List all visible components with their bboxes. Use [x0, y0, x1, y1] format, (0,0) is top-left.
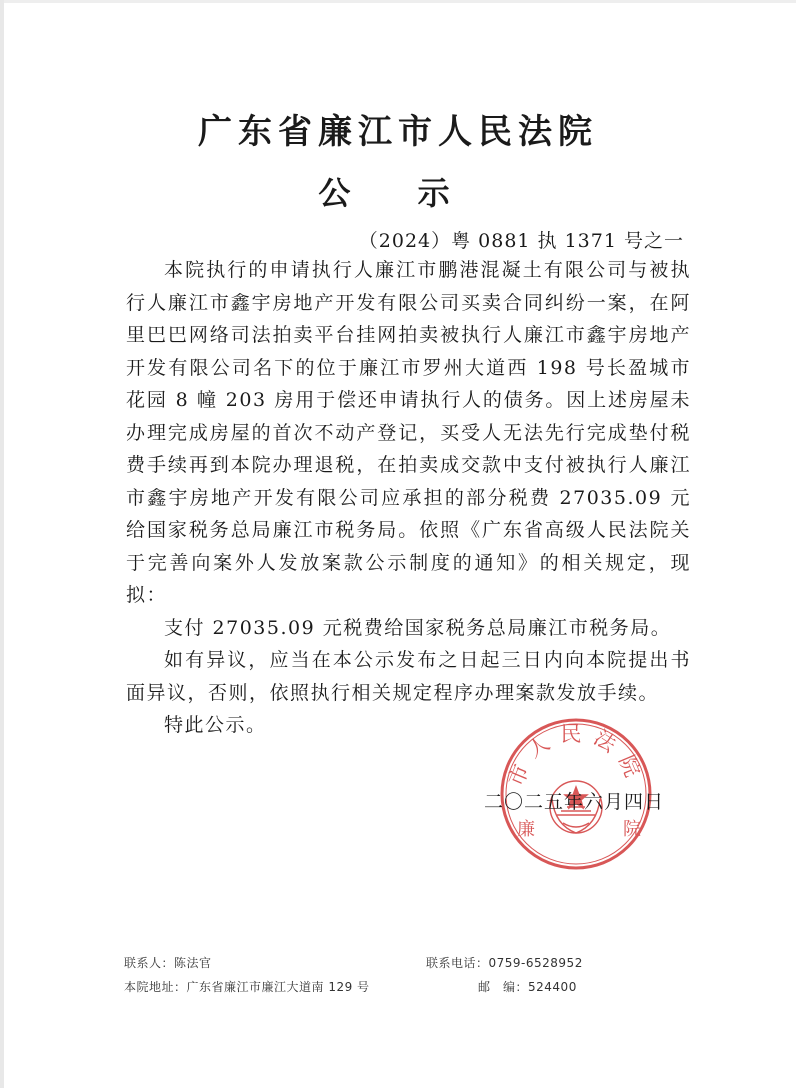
postcode-label: 邮 编： — [478, 980, 529, 994]
footer-address — [124, 978, 370, 995]
court-name-title: 广东省廉江市人民法院 — [198, 112, 598, 152]
phone-number: 0759-6528952 — [488, 956, 583, 970]
seal-side-left-text: 廉 — [517, 819, 535, 840]
issue-date: 二〇二五年六月四日 — [484, 791, 665, 813]
svg-text:市人民法院 — [504, 722, 649, 790]
paragraph-objection: 如有异议，应当在本公示发布之日起三日内向本院提出书面异议，否则，依照执行相关规定程序办理案款发放手续。 — [126, 649, 691, 704]
paragraph-main: 本院执行的申请执行人廉江市鹏港混凝土有限公司与被执行人廉江市鑫宇房地产开发有限公司买卖合同纠纷一案，在阿里巴巴网络司法拍卖平台挂网拍卖被执行人廉江市鑫宇房地产开发有限公司名下的位于廉江市罗州大道西 198 号长盈城市花园 8 幢 203 房用于偿还申请执行人的债务。因上述房屋未办理完成房屋的首次不动产登记，买受人无法先行完成垫付税费手续再到本院办理退税，在拍卖成交款中支付被执行人廉江市鑫宇房地产开发有限公司应承担的部分税费 27035.09 元给国家税务总局廉江市税务局。依照《广东省高级人民法院关于完善向案外人发放案款公示制度的通知》的相关规定，现拟： — [126, 259, 691, 606]
contact-label: 联系人： — [124, 956, 175, 970]
notice-body — [126, 254, 691, 742]
address-value: 广东省廉江市廉江大道南 129 号 — [186, 980, 370, 994]
paragraph-payment: 支付 27035.09 元税费给国家税务总局廉江市税务局。 — [164, 616, 672, 639]
document-type-title: 公 示 — [318, 174, 478, 212]
phone-label: 联系电话： — [426, 956, 489, 970]
paragraph-closing: 特此公示。 — [164, 714, 267, 736]
footer-phone — [426, 954, 583, 971]
seal-arc-text: 市人民法院 — [503, 722, 649, 790]
scan-edge-left — [0, 0, 4, 1088]
postcode-value: 524400 — [528, 980, 577, 994]
address-label: 本院地址： — [124, 980, 187, 994]
contact-name: 陈法官 — [174, 956, 212, 970]
scan-edge-top — [0, 0, 796, 3]
footer-postcode — [478, 978, 577, 995]
seal-side-right-text: 院 — [623, 819, 641, 840]
footer-contact — [124, 954, 212, 971]
case-number: （2024）粤 0881 执 1371 号之一 — [358, 230, 684, 252]
